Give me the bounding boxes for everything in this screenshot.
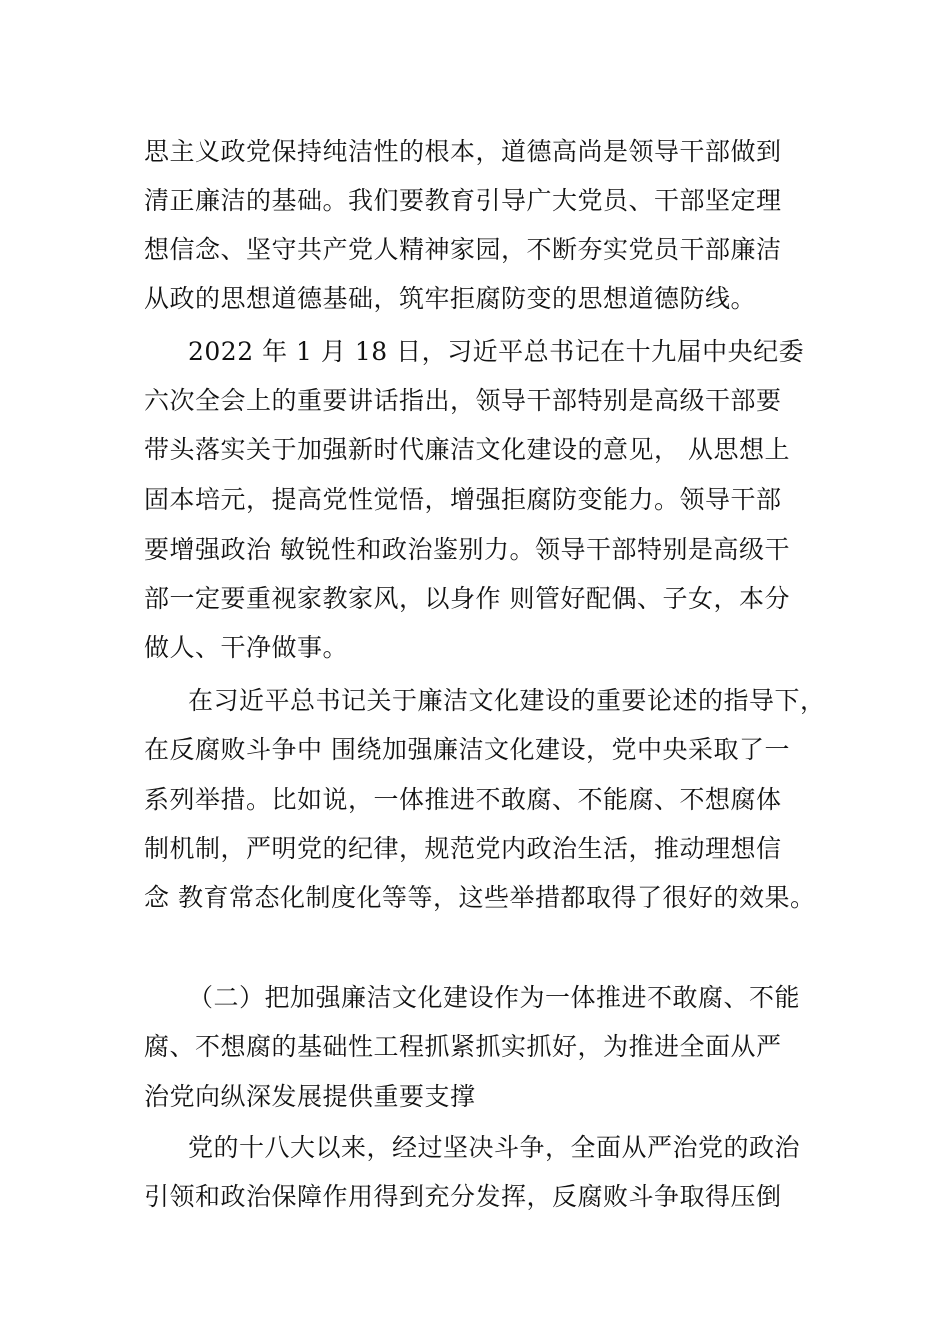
paragraph-3-line-2: 在反腐败斗争中 围绕加强廉洁文化建设，党中央采取了一 xyxy=(144,735,790,764)
paragraph-3-line-5: 念 教育常态化制度化等等，这些举措都取得了很好的效果。 xyxy=(144,883,816,912)
paragraph-1-line-1: 思主义政党保持纯洁性的根本，道德高尚是领导干部做到 xyxy=(144,137,782,166)
paragraph-2-line-4: 固本培元，提高党性觉悟，增强拒腐防变能力。领导干部 xyxy=(144,485,782,514)
section-heading-line-1: （二）把加强廉洁文化建设作为一体推进不敢腐、不能 xyxy=(188,983,801,1012)
paragraph-2-line-3: 带头落实关于加强新时代廉洁文化建设的意见， 从思想上 xyxy=(144,435,790,464)
paragraph-4-line-2: 引领和政治保障作用得到充分发挥，反腐败斗争取得压倒 xyxy=(144,1182,782,1211)
paragraph-4-line-1: 党的十八大以来，经过坚决斗争，全面从严治党的政治 xyxy=(188,1133,801,1162)
paragraph-2-line-2: 六次全会上的重要讲话指出，领导干部特别是高级干部要 xyxy=(144,386,782,415)
paragraph-3-line-1: 在习近平总书记关于廉洁文化建设的重要论述的指导下， xyxy=(188,686,826,715)
section-heading-line-3: 治党向纵深发展提供重要支撑 xyxy=(144,1082,476,1111)
paragraph-1-line-3: 想信念、坚守共产党人精神家园，不断夯实党员干部廉洁 xyxy=(144,235,782,264)
paragraph-1-line-4: 从政的思想道德基础，筑牢拒腐防变的思想道德防线。 xyxy=(144,284,757,313)
paragraph-2-line-1: 2022 年 1 月 18 日，习近平总书记在十九届中央纪委 xyxy=(188,337,805,366)
paragraph-1-line-2: 清正廉洁的基础。我们要教育引导广大党员、干部坚定理 xyxy=(144,186,782,215)
paragraph-2-line-6: 部一定要重视家教家风，以身作 则管好配偶、子女，本分 xyxy=(144,584,790,613)
paragraph-3-line-3: 系列举措。比如说，一体推进不敢腐、不能腐、不想腐体 xyxy=(144,785,782,814)
paragraph-2-line-5: 要增强政治 敏锐性和政治鉴别力。领导干部特别是高级干 xyxy=(144,535,790,564)
paragraph-2-line-7: 做人、干净做事。 xyxy=(144,633,349,662)
paragraph-3-line-4: 制机制，严明党的纪律，规范党内政治生活，推动理想信 xyxy=(144,834,782,863)
section-heading-line-2: 腐、不想腐的基础性工程抓紧抓实抓好，为推进全面从严 xyxy=(144,1032,782,1061)
